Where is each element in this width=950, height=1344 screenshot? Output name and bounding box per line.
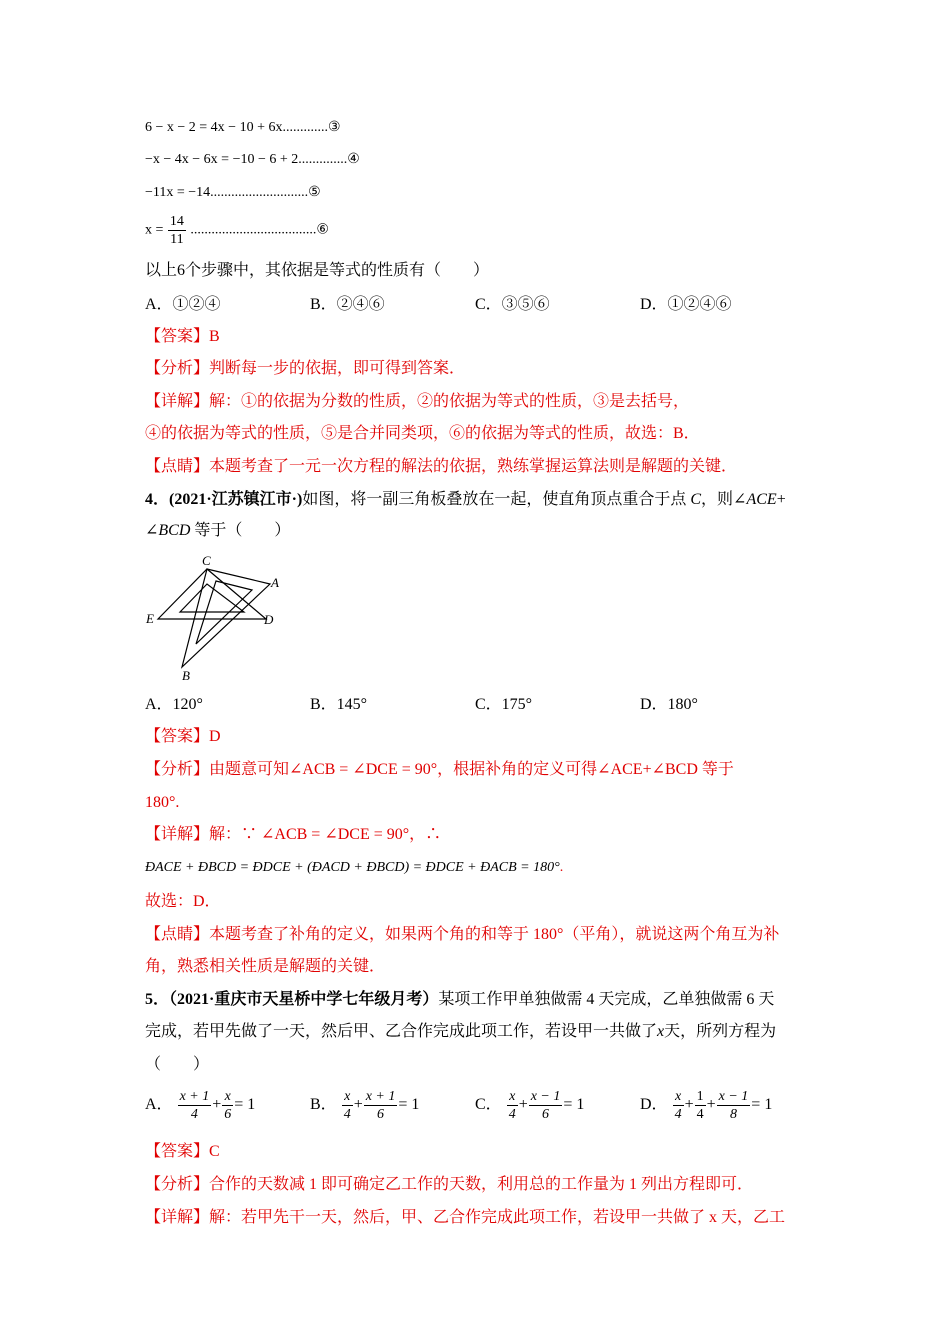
q4-stem-line-1: [145, 490, 786, 510]
operator: +: [518, 1096, 528, 1114]
q5-option-d: [640, 1088, 772, 1123]
q4-detail-line-1: 【详解】解：∵ ∠ACB = ∠DCE = 90°，∴: [145, 826, 442, 843]
fraction-denominator: 6: [542, 1107, 550, 1122]
fraction: [178, 1088, 212, 1123]
q4-detail-line-2: [145, 858, 563, 878]
equation-step-5: −11x = −14............................⑤: [145, 185, 321, 200]
q4-angle-ace: ACE: [746, 491, 777, 508]
equation-step-3: 6 − x − 2 = 4x − 10 + 6x.............③: [145, 120, 341, 135]
fraction-numerator: 1: [696, 1089, 704, 1104]
q4-stem-text: 如图，将一副三角板叠放在一起，使直角顶点重合于点: [302, 491, 687, 508]
q5-option-b: [310, 1088, 419, 1123]
q5-answer: 【答案】C: [145, 1143, 220, 1160]
q3-analysis: 【分析】判断每一步的依据，即可得到答案．: [145, 360, 466, 377]
rhs: = 1: [751, 1096, 773, 1114]
q3-option-c: C．③⑤⑥: [475, 296, 550, 313]
fraction-numerator: x − 1: [718, 1089, 749, 1104]
q4-option-a: A．120°: [145, 696, 203, 713]
fraction: [342, 1088, 353, 1123]
step-6-fraction: [168, 213, 186, 248]
q4-point-c: C: [690, 491, 702, 508]
q4-source: (2021·江苏镇江市·): [169, 491, 303, 508]
q4-stem-line-2: [145, 521, 290, 541]
label-d: D: [264, 612, 274, 627]
q4-answer: 【答案】D: [145, 728, 221, 745]
q5-option-c: [475, 1088, 584, 1123]
q4-comment-line-1: 【点睛】本题考查了补角的定义，如果两个角的和等于 180°（平角），就说这两个角互为补: [145, 926, 780, 943]
equation-step-6: [145, 213, 329, 248]
q5-stem-text: 某项工作甲单独做需 4 天完成，乙单独做需 6 天: [438, 991, 775, 1008]
fraction-numerator: x − 1: [530, 1089, 561, 1104]
q4-stem-tail: 等于（ ）: [190, 522, 291, 539]
q5-stem-line-1: [145, 990, 774, 1010]
q5-var-x: x: [657, 1023, 665, 1040]
equation-step-4: −x − 4x − 6x = −10 − 6 + 2..............④: [145, 152, 360, 167]
q4-detail-line-3: 故选：D．: [145, 893, 221, 910]
fraction: [673, 1088, 684, 1123]
q5-number: 5．: [145, 991, 170, 1008]
operator: +: [706, 1096, 716, 1114]
fraction-denominator: 4: [190, 1107, 198, 1122]
q4-option-c: C．175°: [475, 696, 533, 713]
fraction: [717, 1088, 751, 1123]
label-a: A: [271, 575, 279, 590]
fraction-denominator: 4: [674, 1107, 682, 1122]
q5-analysis: 【分析】合作的天数减 1 即可确定乙工作的天数，利用总的工作量为 1 列出方程即可．: [145, 1176, 754, 1193]
q3-comment: 【点睛】本题考查了一元一次方程的解法的依据，熟练掌握运算法则是解题的关键．: [145, 458, 738, 475]
fraction-denominator: 11: [170, 232, 184, 247]
fraction-numerator: x + 1: [365, 1089, 396, 1104]
q4-plus: +: [776, 491, 786, 508]
q4-analysis-line-1: 【分析】由题意可知∠ACB = ∠DCE = 90°，根据补角的定义可得∠ACE+∠BCD 等于: [145, 761, 734, 778]
q5-stem-text-2a: 完成，若甲先做了一天，然后甲、乙合作完成此项工作，若设甲一共做了: [145, 1023, 658, 1040]
q3-detail-line-2: ④的依据为等式的性质，⑤是合并同类项，⑥的依据为等式的性质，故选：B．: [145, 425, 700, 442]
label-b: B: [182, 668, 190, 683]
fraction: [222, 1088, 233, 1123]
set-squares-figure: [140, 552, 290, 687]
operator: +: [212, 1096, 222, 1114]
fraction-numerator: x: [222, 1088, 233, 1106]
q3-question: 以上6个步骤中，其依据是等式的性质有（ ）: [145, 262, 490, 279]
fraction-denominator: 6: [224, 1107, 232, 1122]
q4-analysis-line-2: 180°.: [145, 794, 180, 811]
operator: +: [353, 1096, 363, 1114]
q4-detail-period: .: [559, 860, 564, 875]
q5-source: （2021·重庆市天星桥中学七年级月考）: [169, 991, 439, 1008]
q5-stem-text-2b: 天，所列方程为: [664, 1023, 777, 1040]
rhs: = 1: [234, 1096, 256, 1114]
q3-option-a: A．①②④: [145, 296, 221, 313]
fraction: [507, 1088, 518, 1123]
q4-option-d: D．180°: [640, 696, 698, 713]
q4-angle-bcd: ∠BCD: [145, 522, 191, 539]
q4-option-b: B．145°: [310, 696, 368, 713]
q3-answer: 【答案】B: [145, 328, 220, 345]
q5-stem-line-3: （ ）: [145, 1056, 210, 1073]
fraction-numerator: 14: [169, 214, 184, 229]
step-6-lhs: x =: [145, 222, 164, 238]
fraction-numerator: x: [507, 1088, 518, 1106]
q4-detail-equation: ĐACE + ĐBCD = ĐDCE + (ĐACD + ĐBCD) = ĐDCE + ĐACB = 180°: [145, 860, 560, 875]
q5-option-a: [145, 1088, 255, 1123]
rhs: = 1: [563, 1096, 585, 1114]
label-c: C: [202, 553, 211, 568]
fraction: [695, 1088, 706, 1123]
fraction-numerator: x: [342, 1088, 353, 1106]
q5-stem-line-2: [145, 1022, 776, 1042]
option-label: D．: [640, 1096, 668, 1114]
rhs: = 1: [398, 1096, 420, 1114]
option-label: A．: [145, 1096, 173, 1114]
q3-detail-line-1: 【详解】解：①的依据为分数的性质，②的依据为等式的性质，③是去括号，: [145, 393, 690, 410]
q3-option-b: B．②④⑥: [310, 296, 385, 313]
fraction: [364, 1088, 398, 1123]
fraction-denominator: 4: [696, 1107, 704, 1122]
fraction: [529, 1088, 563, 1123]
step-6-dots: ....................................⑥: [190, 222, 329, 238]
operator: +: [684, 1096, 694, 1114]
label-e: E: [146, 611, 154, 626]
q4-stem-text-b: ，则∠: [701, 491, 747, 508]
fraction-numerator: x: [673, 1088, 684, 1106]
q3-option-d: D．①②④⑥: [640, 296, 732, 313]
q4-number: 4．: [145, 491, 170, 508]
fraction-denominator: 4: [343, 1107, 351, 1122]
q4-comment-line-2: 角，熟悉相关性质是解题的关键．: [145, 958, 386, 975]
option-label: B．: [310, 1096, 337, 1114]
fraction-denominator: 6: [377, 1107, 385, 1122]
option-label: C．: [475, 1096, 502, 1114]
q5-detail: 【详解】解：若甲先干一天，然后，甲、乙合作完成此项工作，若设甲一共做了 x 天，乙工: [145, 1209, 786, 1226]
fraction-numerator: x + 1: [179, 1089, 210, 1104]
fraction-denominator: 8: [729, 1107, 737, 1122]
fraction-denominator: 4: [508, 1107, 516, 1122]
